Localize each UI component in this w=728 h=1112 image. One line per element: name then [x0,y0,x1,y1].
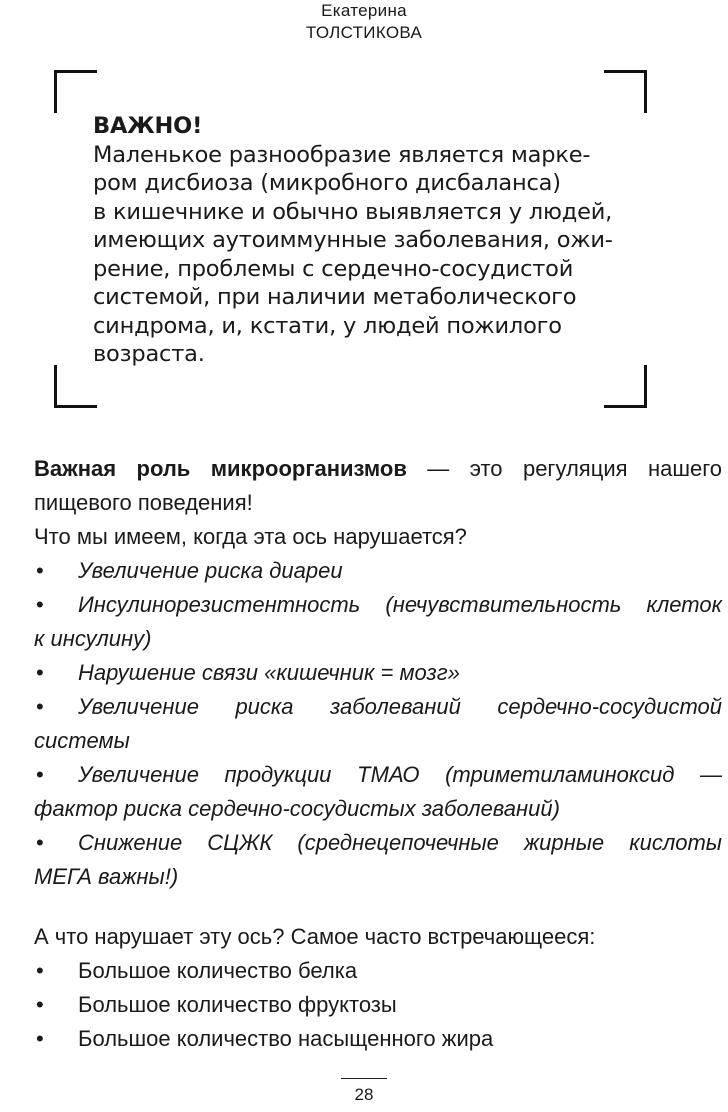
paragraph-gap [34,894,722,920]
callout-line: ром дисбиоза (микробного дисбаланса) [93,170,561,196]
author-first-name: Екатерина [321,1,407,20]
list-item-text: Большое количество фруктозы [78,992,397,1017]
important-callout [54,70,647,408]
callout-line: возраста. [93,341,205,367]
bullet-icon: • [36,958,44,983]
list-item-text: Увеличение риска диареи [78,558,343,583]
list-item [34,656,722,690]
list-item-continuation: фактор риска сердечно-сосудистых заболеваний) [34,796,560,821]
callout-line: имеющих аутоиммунные заболевания, ожи- [93,227,613,253]
main-text [34,452,722,1056]
intro-bold-phrase: Важная роль микроорганизмов [34,456,407,481]
question-causes: А что нарушает эту ось? Самое часто встречающееся: [34,924,596,949]
list-item [34,826,722,860]
bullet-icon: • [36,1026,44,1051]
list-item-continuation: МЕГА важны!) [34,864,179,889]
list-item [34,1022,722,1056]
callout-line: синдрома, и, кстати, у людей пожилого [93,312,562,339]
bullet-icon: • [36,762,44,787]
list-item-text: Большое количество насыщенного жира [78,1026,494,1051]
corner-bracket-top-right [604,70,647,113]
callout-line: Маленькое разнообразие является марке- [93,141,591,168]
list-item-text: Снижение СЦЖК (среднецепочечные жирные кислоты [78,830,722,855]
callout-line: в кишечнике и обычно выявляется у людей, [93,198,613,225]
page-number: 28 [354,1085,374,1104]
intro-line-2: пищевого поведения! [34,490,253,515]
question-effects: Что мы имеем, когда эта ось нарушается? [34,524,467,549]
list-item-text: Большое количество белка [78,958,358,983]
list-item [34,588,722,622]
callout-line: рение, проблемы с сердечно-сосудистой [93,255,574,282]
list-item-text: Увеличение продукции ТМАО (триметиламиноксид — [78,762,722,787]
list-item-text: Инсулинорезистентность (нечувствительность клеток [78,592,722,617]
list-item [34,690,722,724]
list-item [34,758,722,792]
list-item-text: Нарушение связи «кишечник = мозг» [78,660,460,685]
list-item [34,554,722,588]
list-item [34,954,722,988]
callout-body [93,112,623,369]
author-last-name: ТОЛСТИКОВА [305,23,423,42]
footer-divider [341,1078,387,1079]
corner-bracket-top-left [54,70,97,113]
bullet-icon: • [36,694,44,719]
intro-rest: — это регуляция нашего [406,456,722,481]
corner-bracket-bottom-left [54,365,97,408]
bullet-icon: • [36,592,44,617]
bullet-icon: • [36,660,44,685]
bullet-icon: • [36,992,44,1017]
list-item-text: Увеличение риска заболеваний сердечно-сосудистой [78,694,722,719]
callout-title: ВАЖНО! [93,113,203,139]
bullet-icon: • [36,830,44,855]
list-item [34,988,722,1022]
corner-bracket-bottom-right [604,365,647,408]
callout-line: системой, при наличии метаболического [93,284,577,310]
list-item-continuation: системы [34,728,130,753]
bullet-icon: • [36,558,44,583]
running-header [0,0,728,44]
intro-line-1 [34,452,722,486]
list-item-continuation: к инсулину) [34,626,152,651]
